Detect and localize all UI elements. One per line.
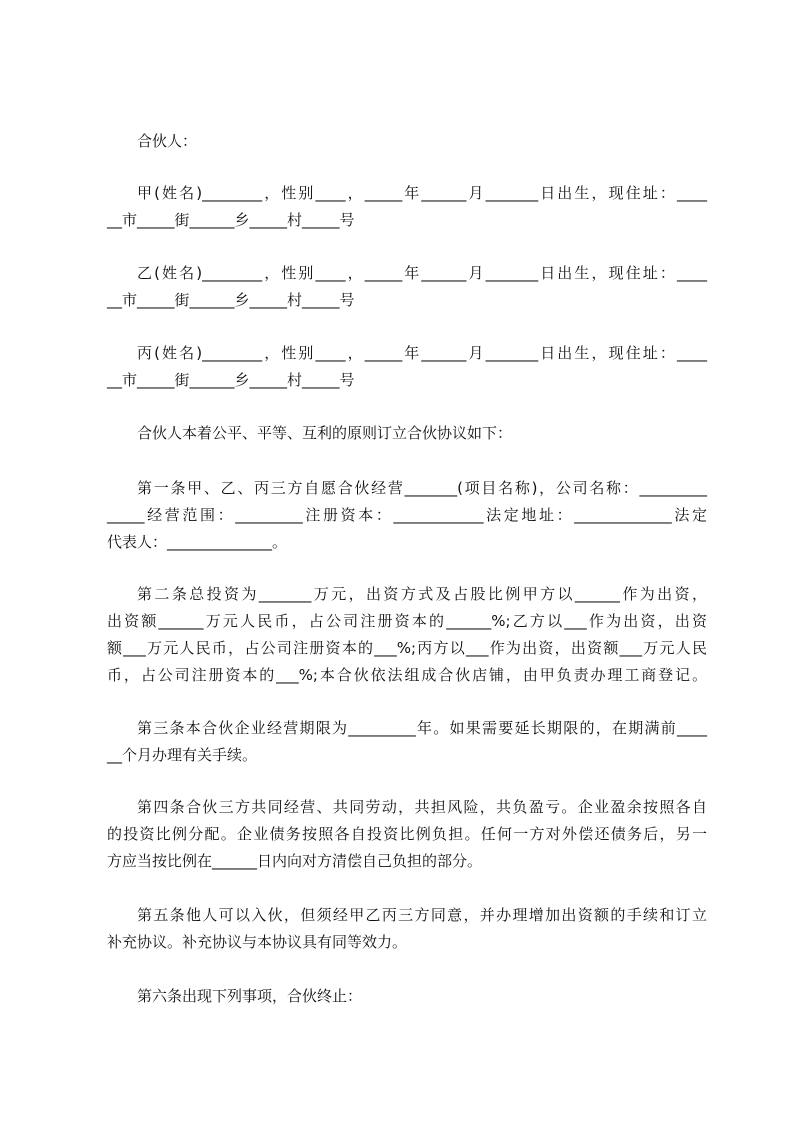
partner-b-line-1: 乙(姓名)________，性别____，_____年______月_______日出生，现住址：____ xyxy=(137,264,707,282)
partners-heading: 合伙人： xyxy=(137,132,198,150)
partner-b-line-2: __市_____街______乡_____村_____号 xyxy=(107,291,355,309)
article-2-line-2: 出资额______万元人民币，占公司注册资本的______%;乙方以___作为出资，出资 xyxy=(107,612,707,630)
article-4-line-1: 第四条合伙三方共同经营、共同劳动，共担风险，共负盈亏。企业盈余按照各自 xyxy=(137,798,707,816)
article-4-line-3: 方应当按比例在______日内向对方清偿自己负担的部分。 xyxy=(107,852,483,870)
article-1-line-3: 代表人：______________。 xyxy=(107,533,288,551)
article-2-line-3: 额___万元人民币，占公司注册资本的___%;丙方以___作为出资，出资额___万元人民 xyxy=(107,639,707,657)
partner-c-line-1: 丙(姓名)________，性别____，_____年______月_______日出生，现住址：____ xyxy=(137,344,707,362)
partner-c-line-2: __市_____街______乡_____村_____号 xyxy=(107,371,355,389)
article-4-line-2: 的投资比例分配。企业债务按照各自投资比例负担。任何一方对外偿还债务后，另一 xyxy=(107,825,707,843)
article-3-line-1: 第三条本合伙企业经营期限为_________年。如果需要延长期限的，在期满前____ xyxy=(137,719,707,737)
article-6-heading: 第六条出现下列事项，合伙终止： xyxy=(137,987,363,1005)
article-2-line-4: 币，占公司注册资本的___%;本合伙依法组成合伙店铺，由甲负责办理工商登记。 xyxy=(107,666,707,684)
intro-paragraph: 合伙人本着公平、平等、互利的原则订立合伙协议如下： xyxy=(137,424,513,442)
article-5-line-1: 第五条他人可以入伙，但须经甲乙丙三方同意，并办理增加出资额的手续和订立 xyxy=(137,906,707,924)
partner-a-line-1: 甲(姓名)________，性别____，_____年______月_______日出生，现住址：____ xyxy=(137,184,707,202)
article-1-line-1: 第一条甲、乙、丙三方自愿合伙经营_______(项目名称)，公司名称：_________ xyxy=(137,479,707,497)
article-2-line-1: 第二条总投资为_______万元，出资方式及占股比例甲方以______作为出资， xyxy=(137,585,707,603)
article-3-line-2: __个月办理有关手续。 xyxy=(107,746,258,764)
article-1-line-2: _____经营范围：_________注册资本：____________法定地址：_____________法定 xyxy=(107,506,707,524)
partner-a-line-2: __市_____街______乡_____村_____号 xyxy=(107,211,355,229)
article-5-line-2: 补充协议。补充协议与本协议具有同等效力。 xyxy=(107,933,408,951)
